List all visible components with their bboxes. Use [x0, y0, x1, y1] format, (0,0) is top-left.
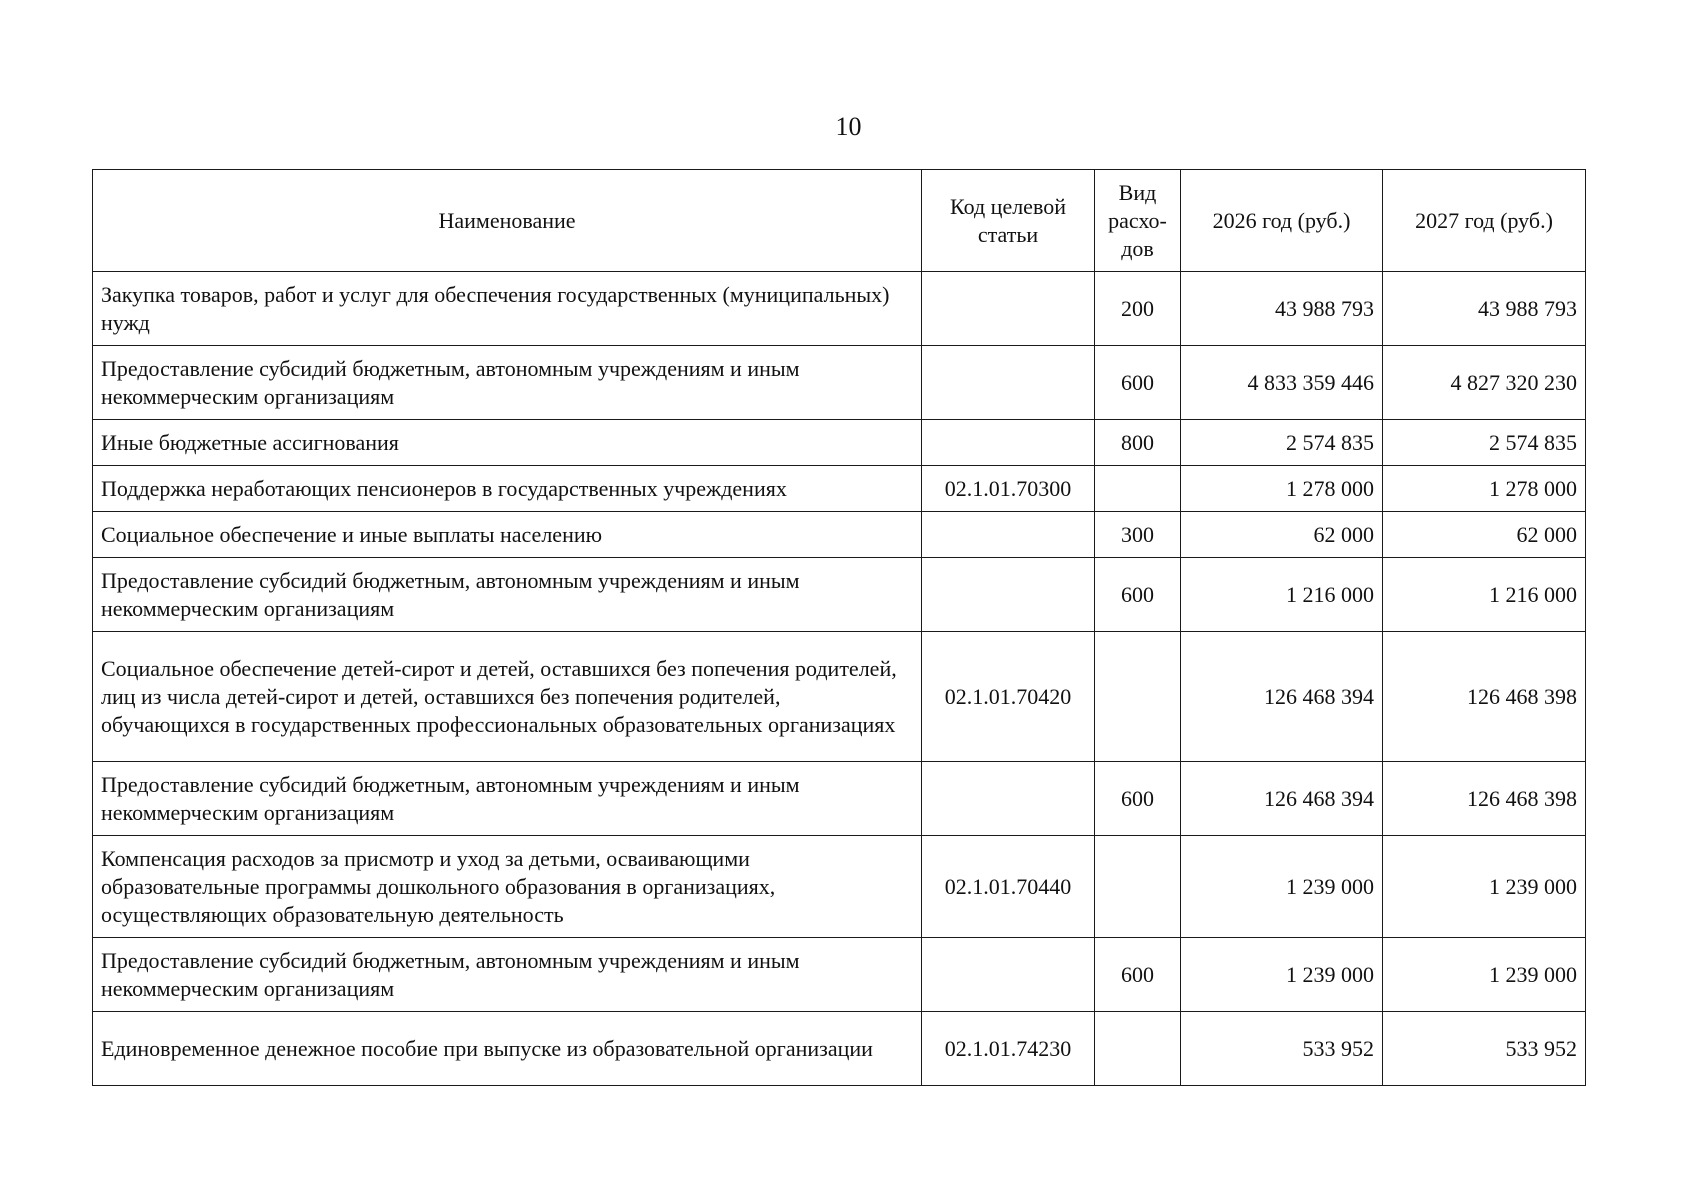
row-kind: 300: [1095, 512, 1181, 558]
row-code: [922, 346, 1095, 420]
row-code: [922, 558, 1095, 632]
row-2026: 126 468 394: [1181, 632, 1383, 762]
table-row: [93, 272, 1586, 346]
budget-table: [92, 169, 1586, 1086]
row-2027: 1 278 000: [1383, 466, 1586, 512]
row-code: 02.1.01.70420: [922, 632, 1095, 762]
row-kind: 600: [1095, 346, 1181, 420]
row-2027: 533 952: [1383, 1012, 1586, 1086]
header-name: Наименование: [93, 170, 922, 272]
row-code: [922, 420, 1095, 466]
row-kind: 600: [1095, 558, 1181, 632]
row-2027: 1 216 000: [1383, 558, 1586, 632]
row-kind: 600: [1095, 762, 1181, 836]
row-kind: [1095, 1012, 1181, 1086]
row-code: [922, 762, 1095, 836]
row-code: [922, 512, 1095, 558]
row-2027: 126 468 398: [1383, 632, 1586, 762]
row-2026: 62 000: [1181, 512, 1383, 558]
row-2026: 2 574 835: [1181, 420, 1383, 466]
row-2026: 4 833 359 446: [1181, 346, 1383, 420]
row-name: Социальное обеспечение и иные выплаты населению: [93, 512, 922, 558]
table-row: [93, 558, 1586, 632]
header-2027: 2027 год (руб.): [1383, 170, 1586, 272]
table-row: [93, 512, 1586, 558]
row-2027: 43 988 793: [1383, 272, 1586, 346]
row-2026: 1 239 000: [1181, 938, 1383, 1012]
row-kind: [1095, 632, 1181, 762]
table-row: [93, 466, 1586, 512]
row-kind: [1095, 466, 1181, 512]
row-2026: 1 278 000: [1181, 466, 1383, 512]
row-2026: 126 468 394: [1181, 762, 1383, 836]
row-name: Компенсация расходов за присмотр и уход за детьми, осваивающими образовательные программы дошкольного образования в организациях, осуществляющих образовательную деятельность: [93, 836, 922, 938]
row-2026: 1 239 000: [1181, 836, 1383, 938]
row-kind: 800: [1095, 420, 1181, 466]
table-row: [93, 420, 1586, 466]
row-name: Предоставление субсидий бюджетным, автономным учреждениям и иным некоммерческим организациям: [93, 558, 922, 632]
row-name: Иные бюджетные ассигнования: [93, 420, 922, 466]
row-kind: 200: [1095, 272, 1181, 346]
row-name: Поддержка неработающих пенсионеров в государственных учреждениях: [93, 466, 922, 512]
row-2026: 43 988 793: [1181, 272, 1383, 346]
row-2027: 62 000: [1383, 512, 1586, 558]
table-header-row: [93, 170, 1586, 272]
header-2026: 2026 год (руб.): [1181, 170, 1383, 272]
row-name: Предоставление субсидий бюджетным, автономным учреждениям и иным некоммерческим организациям: [93, 938, 922, 1012]
row-code: [922, 272, 1095, 346]
table-row: [93, 1012, 1586, 1086]
row-name: Предоставление субсидий бюджетным, автономным учреждениям и иным некоммерческим организациям: [93, 346, 922, 420]
row-kind: 600: [1095, 938, 1181, 1012]
row-code: 02.1.01.74230: [922, 1012, 1095, 1086]
header-kind: Вид расхо-дов: [1095, 170, 1181, 272]
row-name: Закупка товаров, работ и услуг для обеспечения государственных (муниципальных) нужд: [93, 272, 922, 346]
header-code: Код целевой статьи: [922, 170, 1095, 272]
row-code: 02.1.01.70440: [922, 836, 1095, 938]
row-code: [922, 938, 1095, 1012]
table-row: [93, 762, 1586, 836]
table-row: [93, 938, 1586, 1012]
row-2026: 533 952: [1181, 1012, 1383, 1086]
page-number: 10: [835, 112, 862, 141]
row-name: Единовременное денежное пособие при выпуске из образовательной организации: [93, 1012, 922, 1086]
row-2027: 1 239 000: [1383, 938, 1586, 1012]
table-row: [93, 346, 1586, 420]
row-2027: 2 574 835: [1383, 420, 1586, 466]
row-2027: 126 468 398: [1383, 762, 1586, 836]
row-2026: 1 216 000: [1181, 558, 1383, 632]
row-code: 02.1.01.70300: [922, 466, 1095, 512]
row-kind: [1095, 836, 1181, 938]
row-2027: 1 239 000: [1383, 836, 1586, 938]
row-name: Предоставление субсидий бюджетным, автономным учреждениям и иным некоммерческим организациям: [93, 762, 922, 836]
table-row: [93, 632, 1586, 762]
row-name: Социальное обеспечение детей-сирот и детей, оставшихся без попечения родителей, лиц из числа детей-сирот и детей, оставшихся без попечения родителей, обучающихся в государственных профессиональных образовательных организациях: [93, 632, 922, 762]
row-2027: 4 827 320 230: [1383, 346, 1586, 420]
table-row: [93, 836, 1586, 938]
